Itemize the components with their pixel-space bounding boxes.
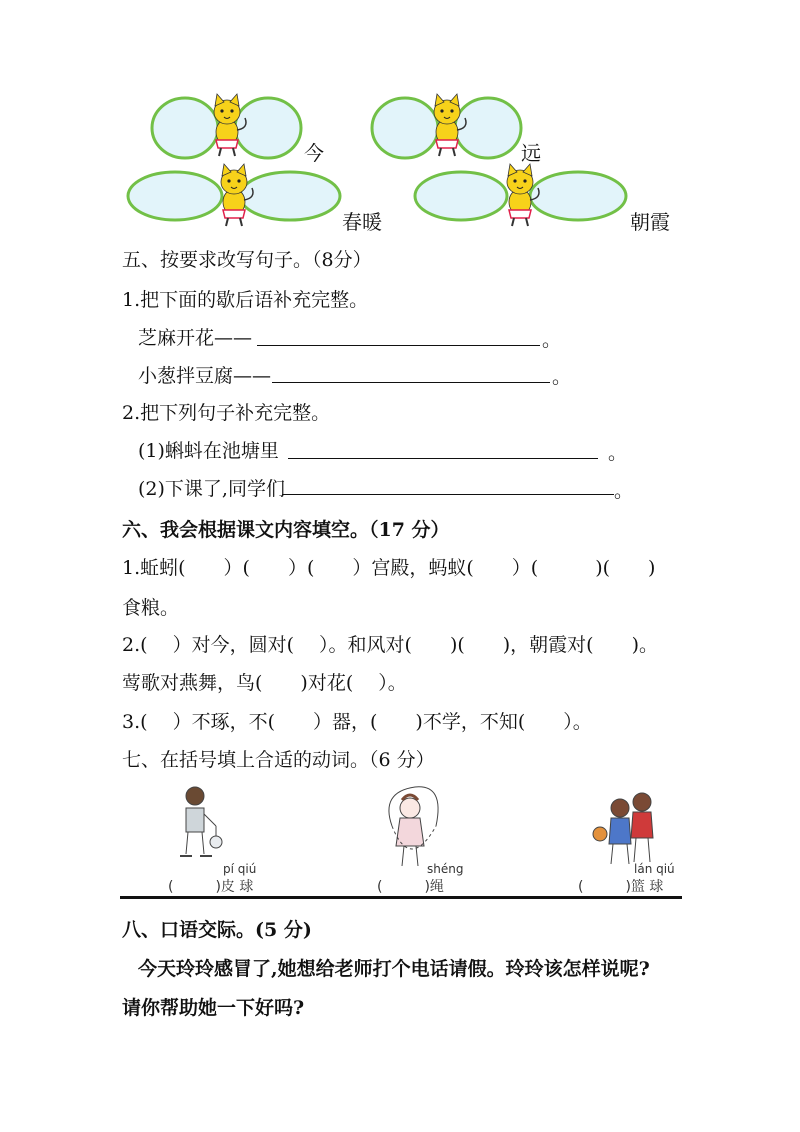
oval-cat-exercise (0, 0, 800, 240)
pinyin-3: lán qiú (634, 862, 675, 876)
section7-heading: 七、在括号填上合适的动词。（6 分） (122, 749, 435, 771)
pinyin-2: shéng (427, 862, 464, 876)
end-mark-q1b: 。 (552, 366, 572, 388)
oval-pair-3 (128, 164, 340, 226)
answer-blank-q2b[interactable] (282, 494, 614, 495)
answer-blank-q1b[interactable] (272, 382, 550, 383)
caption-3[interactable]: ( )篮 球 (578, 879, 664, 895)
oval-pair-1 (152, 94, 301, 158)
section7-divider (120, 896, 682, 899)
section6-line3: 2.( ）对今，圆对( ）。和风对( )( )，朝霞对( )。 (122, 634, 659, 656)
section8-heading: 八、口语交际。(5 分) (122, 919, 312, 941)
caption-2[interactable]: ( )绳 (377, 879, 444, 895)
section5-q2: 2.把下列句子补充完整。 (122, 402, 331, 424)
caption-1[interactable]: ( )皮 球 (168, 879, 254, 895)
section5-heading: 五、按要求改写句子。（8分） (122, 249, 372, 271)
section5-q2a: (1)蝌蚪在池塘里 (138, 440, 279, 462)
pinyin-1: pí qiú (223, 862, 257, 876)
oval-word-1: 今 (304, 141, 324, 165)
section5-q1b: 小葱拌豆腐—— (138, 365, 272, 387)
end-mark-q2a: 。 (608, 442, 628, 464)
oval-word-3: 春暖 (342, 210, 382, 234)
section6-line1: 1.蚯蚓( ）( ）( ）宫殿，蚂蚁( ）( )( ) (122, 557, 656, 579)
oval-pair-2 (372, 94, 521, 158)
girl-jumping-rope-illustration (389, 787, 438, 866)
section5-q1: 1.把下面的歇后语补充完整。 (122, 289, 369, 311)
section8-paragraph1: 今天玲玲感冒了,她想给老师打个电话请假。玲玲该怎样说呢? (138, 958, 650, 980)
section6-heading: 六、我会根据课文内容填空。（17 分） (122, 519, 450, 541)
end-mark-q1a: 。 (542, 329, 562, 351)
section6-line2: 食粮。 (122, 597, 180, 619)
section6-line4: 莺歌对燕舞，鸟( )对花( ）。 (122, 672, 407, 694)
end-mark-q2b: 。 (614, 480, 634, 502)
section6-line5: 3.( ）不琢，不( ）器，( )不学，不知( ）。 (122, 711, 592, 733)
oval-word-2: 远 (521, 141, 541, 165)
boys-basketball-illustration (593, 793, 653, 864)
oval-word-4: 朝霞 (630, 210, 670, 234)
section8-paragraph2: 请你帮助她一下好吗? (122, 997, 305, 1019)
section5-q2b: (2)下课了,同学们 (138, 478, 285, 500)
answer-blank-q2a[interactable] (288, 458, 598, 459)
answer-blank-q1a[interactable] (257, 345, 540, 346)
boy-with-ball-illustration (180, 787, 222, 856)
section5-q1a: 芝麻开花—— (138, 327, 253, 349)
oval-pair-4 (415, 164, 626, 226)
